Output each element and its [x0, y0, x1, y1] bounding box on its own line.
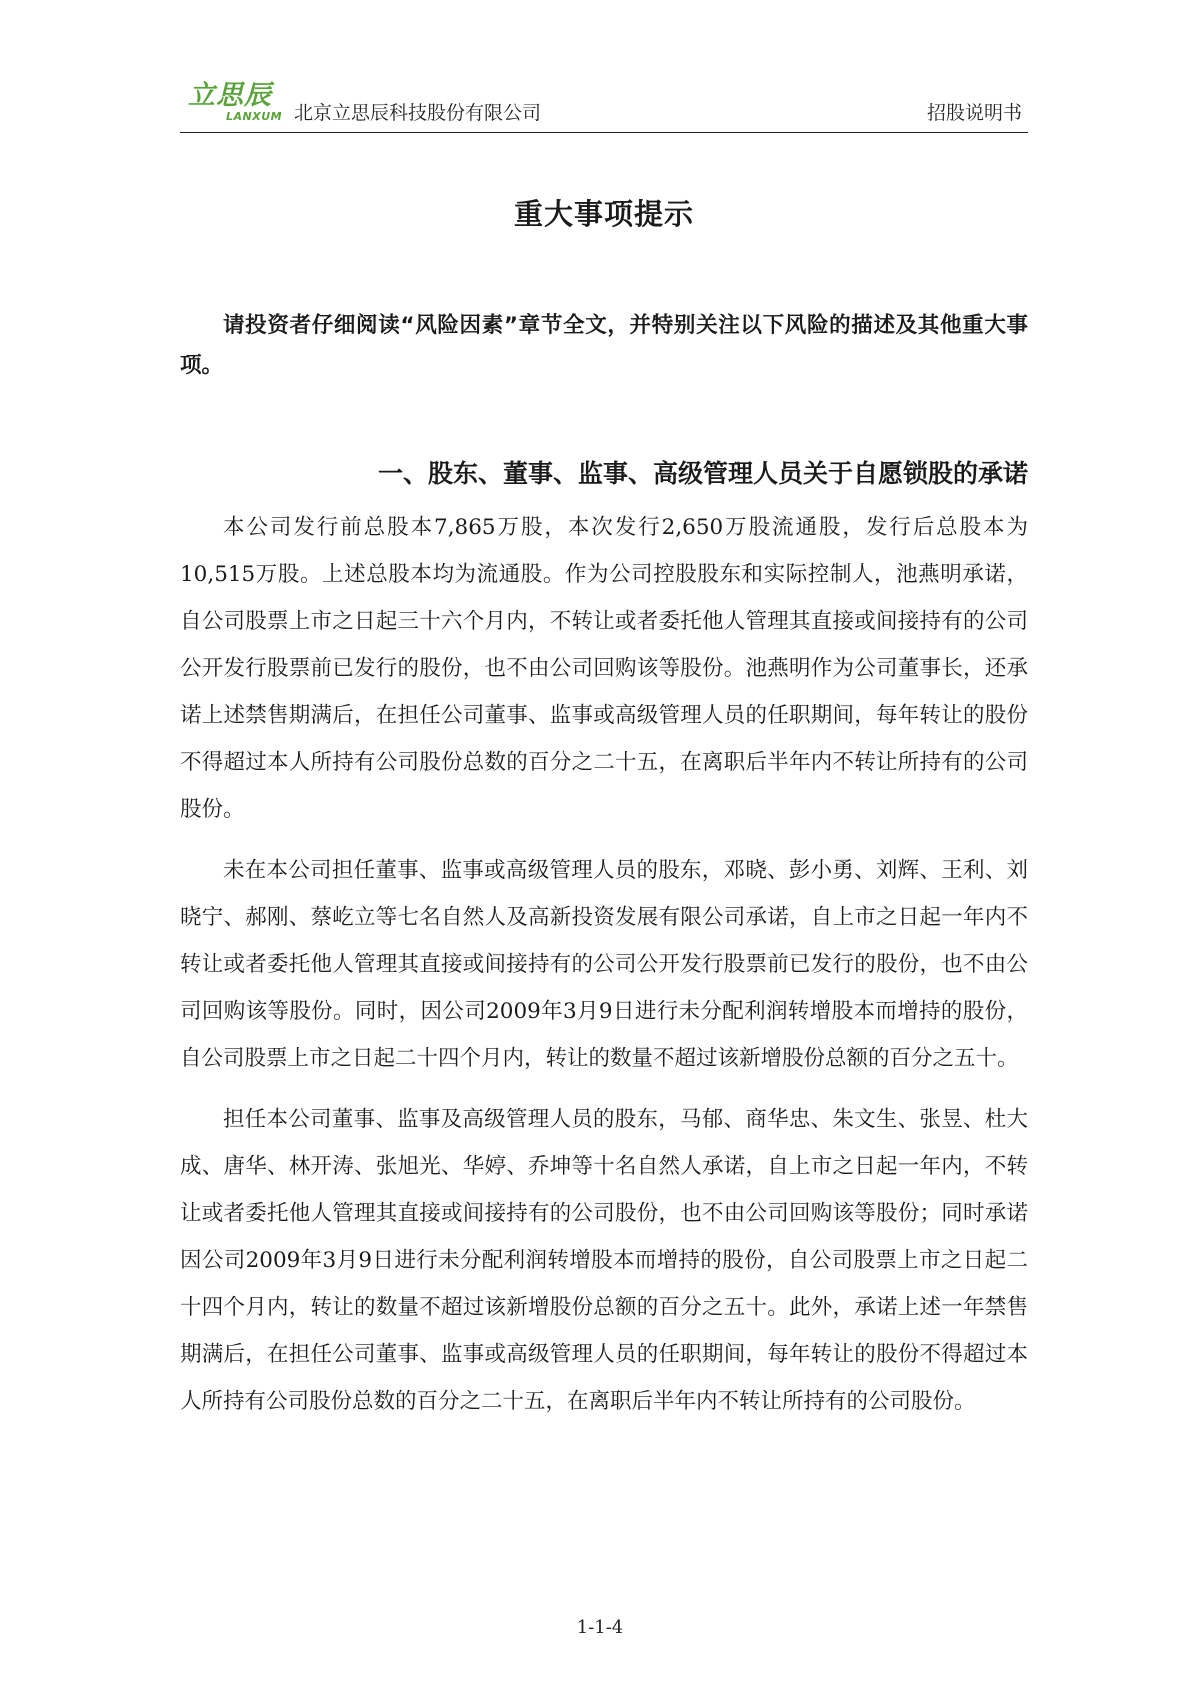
page-number: 1-1-4 — [576, 1617, 624, 1638]
company-logo — [188, 80, 288, 126]
intro-paragraph: 请投资者仔细阅读“风险因素”章节全文，并特别关注以下风险的描述及其他重大事项。 — [180, 313, 1028, 378]
document-body — [180, 306, 1028, 1439]
logo-english-wordmark: LANXUM — [226, 110, 283, 123]
body-paragraph-1: 本公司发行前总股本7,865万股，本次发行2,650万股流通股，发行后总股本为10,515万股。上述总股本均为流通股。作为公司控股股东和实际控制人，池燕明承诺，自公司股票上市之日起三十六个月内，不转让或者委托他人管理其直接或间接持有的公司公开发行股票前已发行的股份，也不由公司回购该等股份。池燕明作为公司董事长，还承诺上述禁售期满后，在担任公司董事、监事或高级管理人员的任职期间，每年转让的股份不得超过本人所持有公司股份总数的百分之二十五，在离职后半年内不转让所持有的公司股份。 — [180, 515, 1028, 822]
header-document-type: 招股说明书 — [926, 102, 1022, 124]
page-header — [180, 76, 1028, 133]
body-paragraph-3: 担任本公司董事、监事及高级管理人员的股东，马郁、商华忠、朱文生、张昱、杜大成、唐华、林开涛、张旭光、华婷、乔坤等十名自然人承诺，自上市之日起一年内，不转让或者委托他人管理其直接或间接持有的公司股份，也不由公司回购该等股份；同时承诺因公司2009年3月9日进行未分配利润转增股本而增持的股份，自公司股票上市之日起二十四个月内，转让的数量不超过该新增股份总额的百分之五十。此外，承诺上述一年禁售期满后，在担任公司董事、监事或高级管理人员的任职期间，每年转让的股份不得超过本人所持有公司股份总数的百分之二十五，在离职后半年内不转让所持有的公司股份。 — [180, 1107, 1028, 1414]
body-paragraph-2: 未在本公司担任董事、监事或高级管理人员的股东，邓晓、彭小勇、刘辉、王利、刘晓宁、郝刚、蔡屹立等七名自然人及高新投资发展有限公司承诺，自上市之日起一年内不转让或者委托他人管理其直接或间接持有的公司公开发行股票前已发行的股份，也不由公司回购该等股份。同时，因公司2009年3月9日进行未分配利润转增股本而增持的股份，自公司股票上市之日起二十四个月内，转让的数量不超过该新增股份总额的百分之五十。 — [180, 858, 1028, 1071]
section-heading: 一、股东、董事、监事、高级管理人员关于自愿锁股的承诺 — [377, 459, 1028, 488]
page-title: 重大事项提示 — [513, 197, 694, 231]
logo-chinese-wordmark: 立思辰 — [188, 80, 272, 111]
header-company-name: 北京立思辰科技股份有限公司 — [294, 102, 542, 124]
